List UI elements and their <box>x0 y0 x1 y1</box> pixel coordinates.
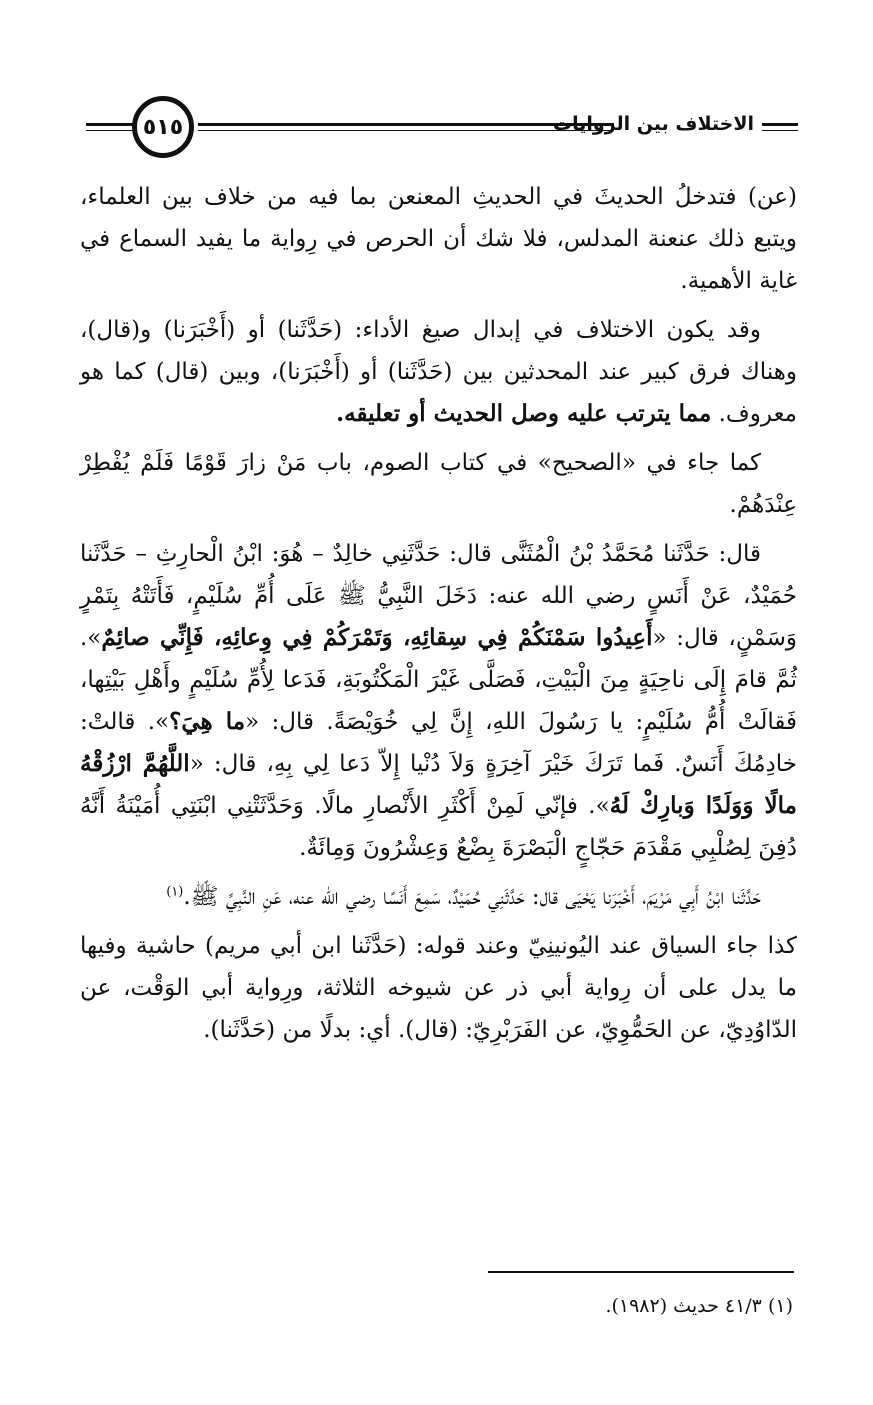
hadith-part-3: ». قالتْ: خادِمُكَ أَنَسٌ. فَما تَرَكَ خَيْرَ آخِرَةٍ وَلاَ دُنْيا إِلاّ دَعا لِي بِهِ، قال: « <box>80 709 797 777</box>
paragraph-5 <box>80 876 797 918</box>
paragraph-5-text: حَدَّثَنا ابْنُ أَبِي مَرْيَمَ، أَخْبَرَنا يَحْيَى قال: حَدَّثَنِي حُمَيْدٌ، سَمِعَ أَنَسًا رضي الله عنه، عَنِ النَّبِيِّ ﷺ. <box>183 884 761 910</box>
hadith-quote-2: ما هِيَ؟ <box>169 708 246 735</box>
page-number: ٥١٥ <box>132 96 194 158</box>
hadith-quote-3: اللَّهُمَّ ارْزُقْهُ مالًا وَوَلَدًا وَبارِكْ لَهُ <box>80 750 797 819</box>
paragraph-6: كذا جاء السياق عند اليُونينِيّ وعند قوله: (حَدَّثَنا ابن أبي مريم) حاشية وفيها ما يدل على أن رِواية أبي ذر عن شيوخه الثلاثة، ورِواية أبي الوَقْت، عن الدّاوُدِيّ، عن الحَمُّوِيّ، عن الفَرَبْرِيّ: (قال). أي: بدلًا من (حَدَّثَنا). <box>80 933 797 1043</box>
footnote: (١) ٤١/٣ حديث (١٩٨٢). <box>605 1295 793 1317</box>
header-rule-left <box>86 123 134 133</box>
paragraph-2 <box>80 309 797 435</box>
hadith-part-1: قال: حَدَّثَنا مُحَمَّدُ بْنُ الْمُثَنَّى قال: حَدَّثَنِي خالِدٌ – هُوَ: ابْنُ الْحارِثِ – حَدَّثَنا حُمَيْدٌ، عَنْ أَنَسٍ رضي الله عنه: دَخَلَ النَّبِيُّ ﷺ عَلَى أُمِّ سُلَيْمٍ، فَأَتَتْهُ بِتَمْرٍ وَسَمْنٍ، قال: « <box>80 541 797 651</box>
paragraph-1: (عن) فتدخلُ الحديثَ في الحديثِ المعنعن بما فيه من خلاف بين العلماء، ويتبع ذلك عنعنة المدلس، فلا شك أن الحرص في رِواية ما يفيد السماع في غاية الأهمية. <box>80 184 797 294</box>
hadith-part-2: ». ثُمَّ قامَ إِلَى ناحِيَةٍ مِنَ الْبَيْتِ، فَصَلَّى غَيْرَ الْمَكْتُوبَةِ، فَدَعا لِأُمِّ سُلَيْمٍ وأَهْلِ بَيْتِها، فَقالَتْ أُمُّ سُلَيْمٍ: يا رَسُولَ اللهِ، إِنَّ لِي خُوَيْصَةً. قال: « <box>80 625 797 735</box>
footnote-reference: (١) <box>166 884 184 900</box>
header-rule-right <box>762 123 798 133</box>
footnote-divider <box>488 1271 794 1273</box>
main-text <box>80 176 797 1058</box>
header-rule-middle <box>198 123 614 133</box>
hadith-part-4: ». فإنّي لَمِنْ أَكْثَرِ الأَنْصارِ مالًا. وَحَدَّثَتْنِي ابْنَتِي أُمَيْنَةُ أَنَّهُ دُفِنَ لِصُلْبِي مَقْدَمَ حَجّاجٍ الْبَصْرَةَ بِضْعٌ وَعِشْرُونَ وَمِائَةٌ. <box>80 793 797 861</box>
page-header <box>86 96 798 162</box>
hadith-text <box>80 533 797 869</box>
paragraph-2-bold: مما يترتب عليه وصل الحديث أو تعليقه. <box>336 400 712 427</box>
running-title: الاختلاف بين الروايات <box>553 113 754 135</box>
paragraph-3: كما جاء في «الصحيح» في كتاب الصوم، باب مَنْ زارَ قَوْمًا فَلَمْ يُفْطِرْ عِنْدَهُمْ. <box>80 450 797 518</box>
hadith-quote-1: أَعِيدُوا سَمْنَكُمْ فِي سِقائِهِ، وَتَمْرَكُمْ فِي وِعائِهِ، فَإِنِّي صائِمٌ <box>101 624 653 651</box>
paragraph-2-text: وقد يكون الاختلاف في إبدال صيغ الأداء: (حَدَّثَنا) أو (أَخْبَرَنا) و(قال)، وهناك فرق كبير عند المحدثين بين (حَدَّثَنا) أو (أَخْبَرَنا)، وبين (قال) كما هو معروف. <box>80 317 797 427</box>
